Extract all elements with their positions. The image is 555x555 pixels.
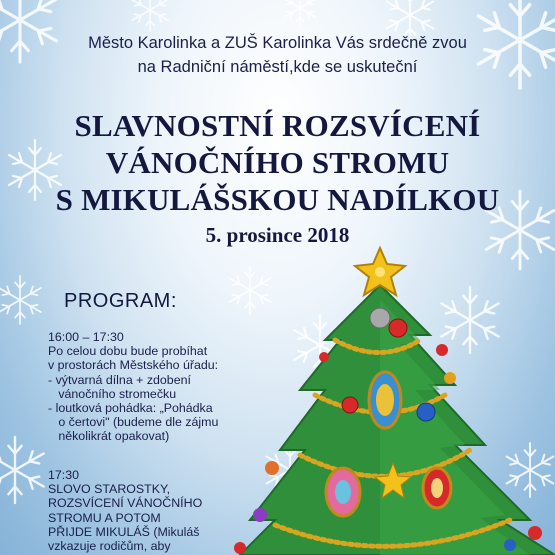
ornament-icon xyxy=(319,352,329,362)
christmas-tree xyxy=(234,248,555,555)
snowflake-icon xyxy=(132,0,168,31)
title-line-3: S MIKULÁŠSKOU NADÍLKOU xyxy=(55,182,500,217)
program-block-1 xyxy=(48,330,278,444)
ornament-icon xyxy=(528,526,542,540)
program-line: Po celou dobu bude probíhat xyxy=(48,344,208,359)
ornament-icon xyxy=(326,468,360,516)
ornament-icon xyxy=(389,319,407,337)
program-line: o čertovi" (budeme dle zájmu xyxy=(48,415,219,430)
event-date: 5. prosince 2018 xyxy=(205,223,350,247)
program-line: v prostorách Městského úřadu: xyxy=(48,358,219,373)
snowflake-icon xyxy=(0,276,41,324)
program-heading: PROGRAM: xyxy=(64,290,177,312)
ornament-icon xyxy=(436,344,448,356)
ornament-icon xyxy=(342,397,358,413)
program-line: 16:00 – 17:30 xyxy=(48,330,124,344)
program-line: vzkazuje rodičům, aby xyxy=(48,539,171,554)
title-line-1: SLAVNOSTNÍ ROZSVÍCENÍ xyxy=(74,108,481,143)
program-block-2 xyxy=(48,468,278,553)
program-line: 17:30 xyxy=(48,468,80,482)
ornament-icon xyxy=(369,372,401,428)
program-line: vánočního stromečku xyxy=(48,386,177,401)
program-line: STROMU A POTOM xyxy=(48,510,161,525)
program-line: několikrát opakovat) xyxy=(48,429,170,444)
title-line-2: VÁNOČNÍHO STROMU xyxy=(105,145,450,180)
ornament-icon xyxy=(504,539,516,551)
program-line: SLOVO STAROSTKY, xyxy=(48,482,171,497)
snowflake-icon xyxy=(284,0,315,26)
snowflake-icon xyxy=(507,443,554,497)
intro-line-2: na Radniční náměstí,kde se uskuteční xyxy=(137,58,418,76)
intro-line-1: Město Karolinka a ZUŠ Karolinka Vás srdečně zvou xyxy=(88,34,467,52)
ornament-icon xyxy=(417,403,435,421)
program-line: - výtvarná dílna + zdobení xyxy=(48,372,191,387)
program-line: - loutková pohádka: „Pohádka xyxy=(48,401,213,416)
snowflake-icon xyxy=(229,266,271,314)
ornament-icon xyxy=(444,372,456,384)
program-line: ROZSVÍCENÍ VÁNOČNÍHO xyxy=(48,496,203,511)
ornament-icon xyxy=(423,468,451,508)
program-line: PŘIJDE MIKULÁŠ (Mikuláš xyxy=(48,524,200,539)
snowflake-icon xyxy=(441,287,498,353)
snowflake-icon xyxy=(0,437,44,503)
